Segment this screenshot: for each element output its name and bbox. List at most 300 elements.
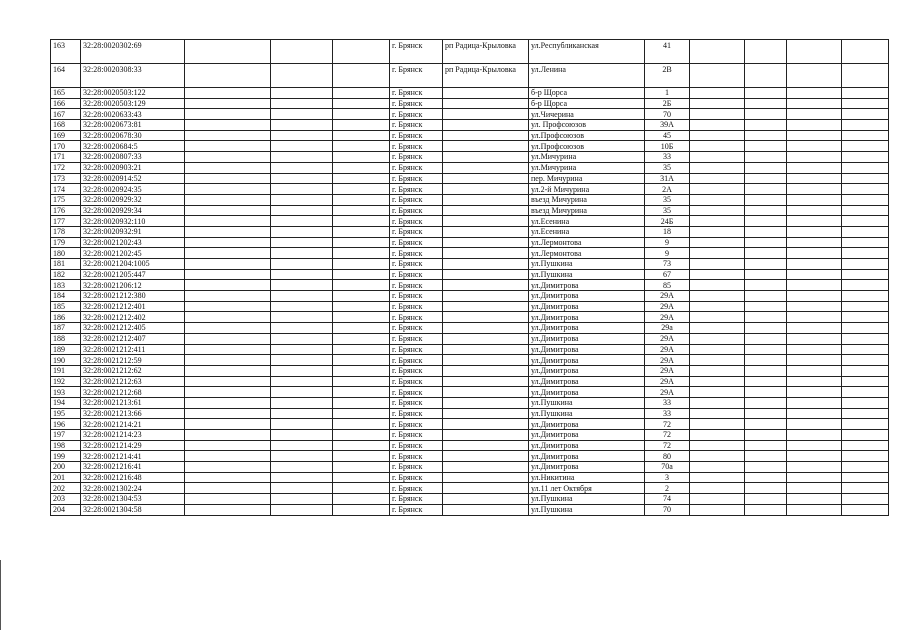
empty-cell xyxy=(787,64,842,88)
house-number-cell: 29А xyxy=(645,365,690,376)
house-number-cell: 85 xyxy=(645,280,690,291)
row-number-cell: 204 xyxy=(51,504,81,515)
empty-cell xyxy=(745,237,787,248)
empty-cell xyxy=(333,269,390,280)
empty-cell xyxy=(690,141,745,152)
empty-cell xyxy=(745,376,787,387)
house-number-cell: 73 xyxy=(645,259,690,270)
cadastral-number-cell: 32:28:0021304:53 xyxy=(81,494,185,505)
empty-cell xyxy=(271,291,333,302)
row-number-cell: 177 xyxy=(51,216,81,227)
empty-cell xyxy=(745,365,787,376)
city-cell: г. Брянск xyxy=(390,120,443,131)
district-cell xyxy=(443,504,529,515)
house-number-cell: 70 xyxy=(645,504,690,515)
row-number-cell: 167 xyxy=(51,109,81,120)
empty-cell xyxy=(787,248,842,259)
street-cell: ул.Димитрова xyxy=(529,440,645,451)
empty-cell xyxy=(185,365,271,376)
empty-cell xyxy=(333,494,390,505)
empty-cell xyxy=(787,184,842,195)
house-number-cell: 33 xyxy=(645,152,690,163)
district-cell xyxy=(443,259,529,270)
empty-cell xyxy=(787,194,842,205)
empty-cell xyxy=(185,494,271,505)
empty-cell xyxy=(185,301,271,312)
empty-cell xyxy=(271,440,333,451)
cadastral-number-cell: 32:28:0021212:63 xyxy=(81,376,185,387)
cadastral-number-cell: 32:28:0020684:5 xyxy=(81,141,185,152)
empty-cell xyxy=(185,184,271,195)
empty-cell xyxy=(842,184,889,195)
empty-cell xyxy=(185,291,271,302)
cadastral-number-cell: 32:28:0021212:380 xyxy=(81,291,185,302)
street-cell: ул.Пушкина xyxy=(529,494,645,505)
empty-cell xyxy=(690,226,745,237)
empty-cell xyxy=(745,333,787,344)
cadastral-number-cell: 32:28:0021212:407 xyxy=(81,333,185,344)
empty-cell xyxy=(787,408,842,419)
district-cell xyxy=(443,141,529,152)
table-row xyxy=(51,88,889,99)
empty-cell xyxy=(842,216,889,227)
cadastral-number-cell: 32:28:0020503:122 xyxy=(81,88,185,99)
cadastral-number-cell: 32:28:0021202:45 xyxy=(81,248,185,259)
empty-cell xyxy=(185,248,271,259)
empty-cell xyxy=(842,376,889,387)
district-cell xyxy=(443,483,529,494)
street-cell: ул.Лермонтова xyxy=(529,237,645,248)
district-cell xyxy=(443,301,529,312)
district-cell xyxy=(443,344,529,355)
empty-cell xyxy=(787,162,842,173)
empty-cell xyxy=(333,88,390,99)
empty-cell xyxy=(271,462,333,473)
table-row xyxy=(51,355,889,366)
empty-cell xyxy=(690,344,745,355)
empty-cell xyxy=(333,440,390,451)
empty-cell xyxy=(745,98,787,109)
cadastral-number-cell: 32:28:0021304:58 xyxy=(81,504,185,515)
district-cell xyxy=(443,355,529,366)
empty-cell xyxy=(690,494,745,505)
street-cell: ул.Димитрова xyxy=(529,451,645,462)
house-number-cell: 80 xyxy=(645,451,690,462)
district-cell xyxy=(443,248,529,259)
row-number-cell: 203 xyxy=(51,494,81,505)
district-cell xyxy=(443,376,529,387)
empty-cell xyxy=(271,109,333,120)
empty-cell xyxy=(333,162,390,173)
house-number-cell: 9 xyxy=(645,237,690,248)
district-cell xyxy=(443,269,529,280)
table-row xyxy=(51,365,889,376)
city-cell: г. Брянск xyxy=(390,365,443,376)
empty-cell xyxy=(271,173,333,184)
empty-cell xyxy=(842,248,889,259)
empty-cell xyxy=(745,397,787,408)
empty-cell xyxy=(787,312,842,323)
row-number-cell: 176 xyxy=(51,205,81,216)
street-cell: ул.Есенина xyxy=(529,216,645,227)
empty-cell xyxy=(271,269,333,280)
empty-cell xyxy=(185,194,271,205)
empty-cell xyxy=(745,162,787,173)
empty-cell xyxy=(333,355,390,366)
cadastral-number-cell: 32:28:0020929:34 xyxy=(81,205,185,216)
empty-cell xyxy=(690,365,745,376)
empty-cell xyxy=(842,344,889,355)
district-cell xyxy=(443,237,529,248)
table-row xyxy=(51,291,889,302)
empty-cell xyxy=(271,88,333,99)
table-row xyxy=(51,419,889,430)
empty-cell xyxy=(690,130,745,141)
district-cell xyxy=(443,194,529,205)
empty-cell xyxy=(842,462,889,473)
cadastral-number-cell: 32:28:0020633:43 xyxy=(81,109,185,120)
empty-cell xyxy=(271,494,333,505)
empty-cell xyxy=(842,419,889,430)
street-cell: ул.Димитрова xyxy=(529,333,645,344)
district-cell xyxy=(443,408,529,419)
cadastral-number-cell: 32:28:0021214:41 xyxy=(81,451,185,462)
empty-cell xyxy=(745,248,787,259)
city-cell: г. Брянск xyxy=(390,408,443,419)
table-row xyxy=(51,483,889,494)
empty-cell xyxy=(842,98,889,109)
empty-cell xyxy=(842,408,889,419)
city-cell: г. Брянск xyxy=(390,98,443,109)
empty-cell xyxy=(185,504,271,515)
table-row xyxy=(51,344,889,355)
cadastral-number-cell: 32:28:0020678:30 xyxy=(81,130,185,141)
city-cell: г. Брянск xyxy=(390,184,443,195)
empty-cell xyxy=(690,419,745,430)
empty-cell xyxy=(690,205,745,216)
district-cell xyxy=(443,387,529,398)
table-row xyxy=(51,98,889,109)
empty-cell xyxy=(271,408,333,419)
empty-cell xyxy=(271,141,333,152)
empty-cell xyxy=(787,355,842,366)
house-number-cell: 29а xyxy=(645,323,690,334)
empty-cell xyxy=(745,88,787,99)
row-number-cell: 179 xyxy=(51,237,81,248)
empty-cell xyxy=(787,333,842,344)
empty-cell xyxy=(185,130,271,141)
empty-cell xyxy=(842,504,889,515)
cadastral-number-cell: 32:28:0021216:41 xyxy=(81,462,185,473)
street-cell: ул.Пушкина xyxy=(529,397,645,408)
city-cell: г. Брянск xyxy=(390,397,443,408)
empty-cell xyxy=(333,365,390,376)
empty-cell xyxy=(185,323,271,334)
street-cell: ул.Димитрова xyxy=(529,462,645,473)
empty-cell xyxy=(745,109,787,120)
empty-cell xyxy=(333,451,390,462)
empty-cell xyxy=(333,344,390,355)
district-cell: рп Радица-Крыловка xyxy=(443,64,529,88)
empty-cell xyxy=(185,269,271,280)
empty-cell xyxy=(271,194,333,205)
empty-cell xyxy=(271,152,333,163)
cadastral-number-cell: 32:28:0021212:68 xyxy=(81,387,185,398)
cadastral-number-cell: 32:28:0020932:110 xyxy=(81,216,185,227)
city-cell: г. Брянск xyxy=(390,494,443,505)
city-cell: г. Брянск xyxy=(390,40,443,64)
empty-cell xyxy=(271,162,333,173)
empty-cell xyxy=(271,472,333,483)
street-cell: ул.Мичурина xyxy=(529,152,645,163)
table-row xyxy=(51,408,889,419)
city-cell: г. Брянск xyxy=(390,269,443,280)
empty-cell xyxy=(787,130,842,141)
empty-cell xyxy=(787,494,842,505)
empty-cell xyxy=(333,462,390,473)
city-cell: г. Брянск xyxy=(390,472,443,483)
table-row xyxy=(51,323,889,334)
city-cell: г. Брянск xyxy=(390,280,443,291)
table-row xyxy=(51,462,889,473)
cadastral-number-cell: 32:28:0020903:21 xyxy=(81,162,185,173)
empty-cell xyxy=(333,40,390,64)
house-number-cell: 29А xyxy=(645,376,690,387)
empty-cell xyxy=(271,451,333,462)
district-cell xyxy=(443,440,529,451)
empty-cell xyxy=(185,205,271,216)
empty-cell xyxy=(745,141,787,152)
empty-cell xyxy=(745,344,787,355)
empty-cell xyxy=(185,141,271,152)
empty-cell xyxy=(842,301,889,312)
empty-cell xyxy=(787,98,842,109)
house-number-cell: 70а xyxy=(645,462,690,473)
table-body xyxy=(51,40,889,516)
empty-cell xyxy=(185,333,271,344)
empty-cell xyxy=(333,376,390,387)
row-number-cell: 183 xyxy=(51,280,81,291)
empty-cell xyxy=(271,323,333,334)
empty-cell xyxy=(333,280,390,291)
empty-cell xyxy=(271,205,333,216)
table-row xyxy=(51,280,889,291)
empty-cell xyxy=(787,88,842,99)
empty-cell xyxy=(185,462,271,473)
empty-cell xyxy=(690,504,745,515)
empty-cell xyxy=(842,280,889,291)
empty-cell xyxy=(787,205,842,216)
empty-cell xyxy=(333,301,390,312)
row-number-cell: 194 xyxy=(51,397,81,408)
empty-cell xyxy=(745,312,787,323)
district-cell xyxy=(443,397,529,408)
empty-cell xyxy=(185,173,271,184)
city-cell: г. Брянск xyxy=(390,344,443,355)
row-number-cell: 168 xyxy=(51,120,81,131)
table-row xyxy=(51,494,889,505)
table-row xyxy=(51,451,889,462)
district-cell: рп Радица-Крыловка xyxy=(443,40,529,64)
empty-cell xyxy=(842,194,889,205)
empty-cell xyxy=(842,226,889,237)
house-number-cell: 2А xyxy=(645,184,690,195)
empty-cell xyxy=(745,291,787,302)
empty-cell xyxy=(842,40,889,64)
empty-cell xyxy=(185,237,271,248)
empty-cell xyxy=(271,365,333,376)
empty-cell xyxy=(690,472,745,483)
city-cell: г. Брянск xyxy=(390,259,443,270)
district-cell xyxy=(443,291,529,302)
table-row xyxy=(51,440,889,451)
empty-cell xyxy=(185,216,271,227)
district-cell xyxy=(443,226,529,237)
empty-cell xyxy=(333,205,390,216)
empty-cell xyxy=(690,64,745,88)
empty-cell xyxy=(271,312,333,323)
empty-cell xyxy=(787,397,842,408)
empty-cell xyxy=(333,312,390,323)
empty-cell xyxy=(185,408,271,419)
address-table xyxy=(50,39,889,516)
table-row xyxy=(51,333,889,344)
empty-cell xyxy=(690,408,745,419)
empty-cell xyxy=(787,504,842,515)
house-number-cell: 29А xyxy=(645,301,690,312)
city-cell: г. Брянск xyxy=(390,483,443,494)
district-cell xyxy=(443,430,529,441)
street-cell: ул.Республиканская xyxy=(529,40,645,64)
empty-cell xyxy=(745,173,787,184)
row-number-cell: 182 xyxy=(51,269,81,280)
street-cell: ул.Димитрова xyxy=(529,387,645,398)
house-number-cell: 2Б xyxy=(645,98,690,109)
empty-cell xyxy=(842,483,889,494)
empty-cell xyxy=(690,120,745,131)
house-number-cell: 72 xyxy=(645,440,690,451)
empty-cell xyxy=(690,440,745,451)
table-row xyxy=(51,194,889,205)
row-number-cell: 165 xyxy=(51,88,81,99)
street-cell: б-р Щорса xyxy=(529,98,645,109)
city-cell: г. Брянск xyxy=(390,141,443,152)
empty-cell xyxy=(787,301,842,312)
district-cell xyxy=(443,280,529,291)
empty-cell xyxy=(333,504,390,515)
house-number-cell: 2В xyxy=(645,64,690,88)
row-number-cell: 189 xyxy=(51,344,81,355)
empty-cell xyxy=(690,237,745,248)
cadastral-number-cell: 32:28:0020503:129 xyxy=(81,98,185,109)
empty-cell xyxy=(787,323,842,334)
row-number-cell: 186 xyxy=(51,312,81,323)
city-cell: г. Брянск xyxy=(390,152,443,163)
street-cell: ул.Димитрова xyxy=(529,430,645,441)
empty-cell xyxy=(185,98,271,109)
cadastral-number-cell: 32:28:0021214:21 xyxy=(81,419,185,430)
empty-cell xyxy=(745,205,787,216)
empty-cell xyxy=(690,301,745,312)
empty-cell xyxy=(271,130,333,141)
district-cell xyxy=(443,365,529,376)
cadastral-number-cell: 32:28:0020302:69 xyxy=(81,40,185,64)
empty-cell xyxy=(690,333,745,344)
empty-cell xyxy=(185,64,271,88)
empty-cell xyxy=(271,184,333,195)
table-row xyxy=(51,397,889,408)
empty-cell xyxy=(787,472,842,483)
empty-cell xyxy=(690,109,745,120)
empty-cell xyxy=(185,312,271,323)
empty-cell xyxy=(271,333,333,344)
empty-cell xyxy=(185,226,271,237)
city-cell: г. Брянск xyxy=(390,301,443,312)
house-number-cell: 74 xyxy=(645,494,690,505)
empty-cell xyxy=(745,301,787,312)
street-cell: ул.Мичурина xyxy=(529,162,645,173)
empty-cell xyxy=(185,88,271,99)
street-cell: ул.Пушкина xyxy=(529,259,645,270)
empty-cell xyxy=(745,259,787,270)
cadastral-number-cell: 32:28:0021212:401 xyxy=(81,301,185,312)
cadastral-number-cell: 32:28:0021206:12 xyxy=(81,280,185,291)
empty-cell xyxy=(333,408,390,419)
city-cell: г. Брянск xyxy=(390,451,443,462)
table-row xyxy=(51,141,889,152)
empty-cell xyxy=(690,387,745,398)
empty-cell xyxy=(842,109,889,120)
cadastral-number-cell: 32:28:0021205:447 xyxy=(81,269,185,280)
empty-cell xyxy=(333,194,390,205)
table-row xyxy=(51,301,889,312)
address-table-page xyxy=(50,39,889,516)
empty-cell xyxy=(787,451,842,462)
street-cell: ул.Ленина xyxy=(529,64,645,88)
empty-cell xyxy=(842,494,889,505)
empty-cell xyxy=(185,162,271,173)
empty-cell xyxy=(271,419,333,430)
empty-cell xyxy=(333,109,390,120)
district-cell xyxy=(443,312,529,323)
district-cell xyxy=(443,494,529,505)
house-number-cell: 31А xyxy=(645,173,690,184)
house-number-cell: 2 xyxy=(645,483,690,494)
empty-cell xyxy=(842,451,889,462)
empty-cell xyxy=(745,494,787,505)
empty-cell xyxy=(271,376,333,387)
street-cell: ул. Профсоюзов xyxy=(529,120,645,131)
empty-cell xyxy=(333,152,390,163)
house-number-cell: 35 xyxy=(645,194,690,205)
row-number-cell: 187 xyxy=(51,323,81,334)
row-number-cell: 163 xyxy=(51,40,81,64)
empty-cell xyxy=(690,280,745,291)
district-cell xyxy=(443,152,529,163)
empty-cell xyxy=(690,291,745,302)
street-cell: ул.Димитрова xyxy=(529,312,645,323)
empty-cell xyxy=(185,109,271,120)
cadastral-number-cell: 32:28:0021212:59 xyxy=(81,355,185,366)
street-cell: ул.Лермонтова xyxy=(529,248,645,259)
empty-cell xyxy=(690,173,745,184)
empty-cell xyxy=(787,141,842,152)
empty-cell xyxy=(787,109,842,120)
table-row xyxy=(51,269,889,280)
house-number-cell: 45 xyxy=(645,130,690,141)
empty-cell xyxy=(690,184,745,195)
cadastral-number-cell: 32:28:0021212:62 xyxy=(81,365,185,376)
